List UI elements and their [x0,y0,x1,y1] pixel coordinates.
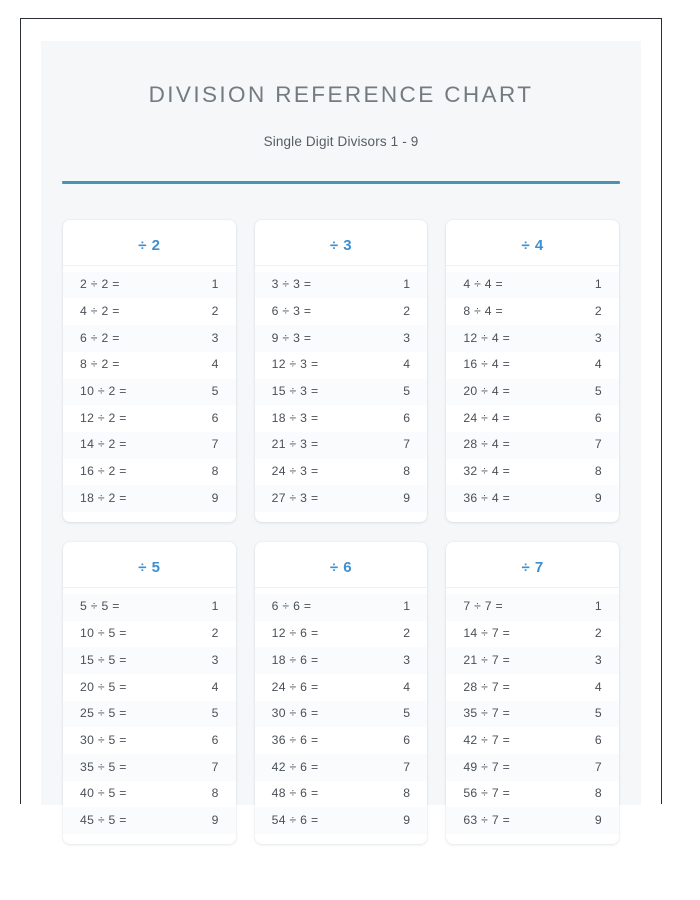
division-expression: 4 ÷ 2 = [80,303,120,318]
division-expression: 21 ÷ 7 = [463,652,511,667]
division-expression: 2 ÷ 2 = [80,277,120,292]
division-expression: 15 ÷ 3 = [271,384,319,398]
page-subtitle: Single Digit Divisors 1 - 9 [263,133,419,149]
division-expression: 24 ÷ 6 = [271,679,319,694]
division-row [63,781,236,808]
division-row-list [446,266,619,512]
division-expression: 6 ÷ 3 = [271,303,312,318]
division-answer: 5 [211,706,219,721]
division-expression: 25 ÷ 5 = [80,706,127,721]
division-answer: 9 [594,812,602,827]
division-row [446,405,619,432]
division-expression: 16 ÷ 2 = [80,464,127,479]
division-row-list [63,588,236,834]
division-answer: 4 [211,679,219,694]
division-expression: 24 ÷ 4 = [463,410,511,425]
division-card [446,220,619,522]
division-answer: 1 [594,599,602,614]
division-answer: 2 [403,303,411,318]
division-row [446,379,619,406]
division-row [446,701,619,728]
division-expression: 35 ÷ 7 = [463,706,511,721]
division-answer: 7 [211,759,219,774]
division-expression: 5 ÷ 5 = [80,599,120,614]
division-row [63,325,236,352]
division-answer: 1 [211,599,219,614]
division-row [255,594,428,621]
division-row [446,621,619,648]
division-expression: 10 ÷ 5 = [80,626,127,641]
division-answer: 6 [211,732,219,747]
division-expression: 8 ÷ 2 = [80,357,120,372]
division-answer: 3 [403,652,411,667]
division-answer: 3 [594,652,602,667]
title-divider [62,181,620,184]
division-expression: 9 ÷ 3 = [271,330,312,345]
division-row [63,754,236,781]
division-answer: 8 [594,786,602,801]
page-frame [20,18,662,827]
division-row [63,405,236,432]
division-row [63,432,236,459]
division-answer: 3 [211,330,219,345]
division-card-header: ÷ 7 [446,542,619,588]
division-expression: 56 ÷ 7 = [463,786,511,801]
division-answer: 8 [211,786,219,801]
division-answer: 9 [211,812,219,827]
division-expression: 54 ÷ 6 = [271,812,319,827]
division-expression: 18 ÷ 2 = [80,490,127,505]
division-row [255,352,428,379]
division-card [255,220,428,522]
division-expression: 16 ÷ 4 = [463,357,511,372]
division-answer: 7 [594,759,602,774]
division-answer: 7 [403,437,411,452]
division-row [446,727,619,754]
division-row [446,647,619,674]
division-answer: 2 [403,626,411,641]
division-row [63,701,236,728]
division-expression: 12 ÷ 3 = [271,357,319,372]
division-expression: 20 ÷ 5 = [80,679,127,694]
division-expression: 42 ÷ 6 = [271,759,319,774]
division-expression: 24 ÷ 3 = [271,464,319,479]
page-container [41,41,641,827]
division-row [63,647,236,674]
division-expression: 27 ÷ 3 = [271,490,319,505]
division-answer: 9 [403,490,411,505]
division-expression: 3 ÷ 3 = [271,277,312,292]
division-answer: 1 [403,277,411,292]
division-row [63,621,236,648]
division-row [255,754,428,781]
division-expression: 15 ÷ 5 = [80,652,127,667]
division-row [255,621,428,648]
division-row [255,405,428,432]
division-answer: 7 [594,437,602,452]
division-answer: 9 [594,490,602,505]
division-expression: 28 ÷ 4 = [463,437,511,452]
division-expression: 30 ÷ 6 = [271,706,319,721]
division-row [63,485,236,512]
page-header [41,41,641,184]
division-card [446,542,619,844]
division-expression: 20 ÷ 4 = [463,384,511,398]
division-expression: 21 ÷ 3 = [271,437,319,452]
division-answer: 4 [403,357,411,372]
division-answer: 5 [594,384,602,398]
division-row [63,379,236,406]
division-answer: 7 [403,759,411,774]
division-answer: 6 [403,410,411,425]
division-answer: 2 [211,303,219,318]
division-expression: 6 ÷ 2 = [80,330,120,345]
division-answer: 1 [594,277,602,292]
division-answer: 8 [211,464,219,479]
division-row [255,325,428,352]
division-expression: 10 ÷ 2 = [80,384,127,398]
division-row [63,272,236,299]
division-answer: 5 [594,706,602,721]
division-row [63,352,236,379]
division-answer: 1 [211,277,219,292]
division-expression: 12 ÷ 4 = [463,330,511,345]
division-expression: 18 ÷ 3 = [271,410,319,425]
division-expression: 12 ÷ 6 = [271,626,319,641]
division-row [255,701,428,728]
division-expression: 14 ÷ 2 = [80,437,127,452]
division-answer: 9 [211,490,219,505]
division-answer: 1 [403,599,411,614]
division-card-header: ÷ 2 [63,220,236,266]
division-row [446,298,619,325]
division-row [63,674,236,701]
division-expression: 12 ÷ 2 = [80,410,127,425]
division-expression: 63 ÷ 7 = [463,812,511,827]
division-answer: 6 [403,732,411,747]
division-row-list [255,266,428,512]
division-expression: 36 ÷ 6 = [271,732,319,747]
division-row [255,298,428,325]
division-row [63,594,236,621]
division-row [255,485,428,512]
division-answer: 5 [211,384,219,398]
division-card-grid [41,220,641,844]
division-row [446,432,619,459]
division-expression: 7 ÷ 7 = [463,599,503,614]
division-expression: 28 ÷ 7 = [463,679,511,694]
division-card [63,220,236,522]
division-row-list [63,266,236,512]
division-answer: 8 [403,464,411,479]
page-title: DIVISION REFERENCE CHART [148,82,534,107]
division-expression: 36 ÷ 4 = [463,490,511,505]
division-row [446,594,619,621]
division-row [255,647,428,674]
division-row [446,459,619,486]
division-row [446,754,619,781]
division-expression: 4 ÷ 4 = [463,277,503,292]
division-expression: 40 ÷ 5 = [80,786,127,801]
division-answer: 2 [211,626,219,641]
division-expression: 49 ÷ 7 = [463,759,511,774]
division-row [63,298,236,325]
division-answer: 3 [594,330,602,345]
division-card-header: ÷ 5 [63,542,236,588]
division-row [446,807,619,834]
division-answer: 4 [403,679,411,694]
division-row [446,352,619,379]
division-answer: 5 [403,706,411,721]
division-expression: 35 ÷ 5 = [80,759,127,774]
division-row [255,807,428,834]
division-answer: 3 [211,652,219,667]
division-expression: 45 ÷ 5 = [80,812,127,827]
division-answer: 6 [594,732,602,747]
division-expression: 30 ÷ 5 = [80,732,127,747]
division-card-header: ÷ 4 [446,220,619,266]
division-row [63,727,236,754]
division-answer: 9 [403,812,411,827]
division-card [63,542,236,844]
division-card-header: ÷ 6 [255,542,428,588]
division-answer: 4 [594,357,602,372]
division-row [446,272,619,299]
division-card [255,542,428,844]
division-expression: 32 ÷ 4 = [463,464,511,479]
division-answer: 4 [594,679,602,694]
division-row [446,485,619,512]
division-row [255,781,428,808]
division-expression: 8 ÷ 4 = [463,303,503,318]
division-answer: 4 [211,357,219,372]
division-row [446,781,619,808]
division-row [255,432,428,459]
division-answer: 6 [594,410,602,425]
division-answer: 3 [403,330,411,345]
division-row [255,727,428,754]
division-answer: 6 [211,410,219,425]
division-row-list [446,588,619,834]
division-answer: 5 [403,384,411,398]
division-row [446,674,619,701]
division-answer: 8 [403,786,411,801]
division-row [255,459,428,486]
division-row [446,325,619,352]
division-answer: 8 [594,464,602,479]
division-expression: 42 ÷ 7 = [463,732,511,747]
division-card-header: ÷ 3 [255,220,428,266]
division-row [255,674,428,701]
division-row [63,807,236,834]
division-answer: 2 [594,626,602,641]
division-expression: 6 ÷ 6 = [271,599,312,614]
division-row-list [255,588,428,834]
division-row [63,459,236,486]
division-answer: 7 [211,437,219,452]
division-answer: 2 [594,303,602,318]
division-expression: 18 ÷ 6 = [271,652,319,667]
division-row [255,379,428,406]
division-expression: 14 ÷ 7 = [463,626,511,641]
division-row [255,272,428,299]
division-expression: 48 ÷ 6 = [271,786,319,801]
